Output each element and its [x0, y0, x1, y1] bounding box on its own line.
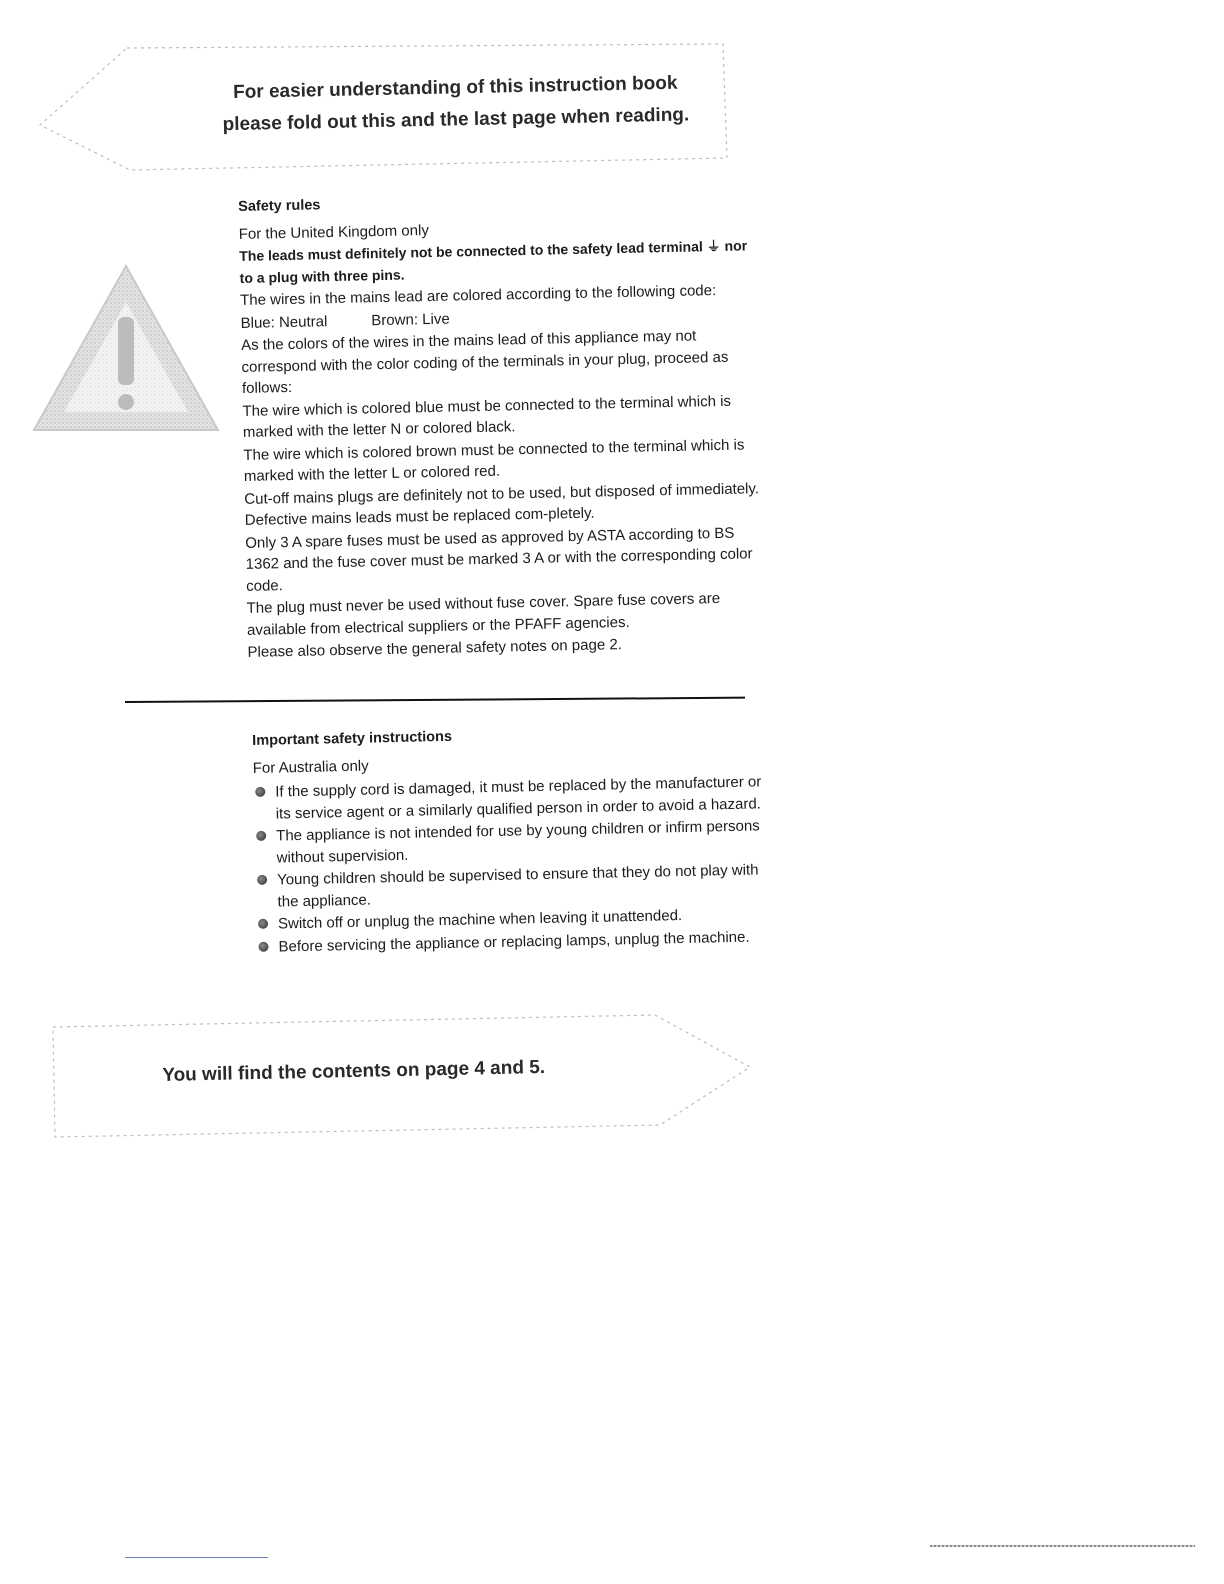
uk-section-heading: Safety rules — [238, 197, 321, 215]
code-brown: Brown: Live — [371, 310, 450, 329]
uk-paragraph-general-notes: Please also observe the general safety notes on page 2. — [247, 636, 623, 661]
top-banner-text — [185, 67, 726, 142]
au-safety-section — [252, 720, 777, 959]
top-banner-line2: please fold out this and the last page when reading. — [222, 104, 690, 136]
au-section-subheading: For Australia only — [252, 757, 369, 777]
top-banner-line1: For easier understanding of this instruction book — [232, 72, 678, 103]
uk-paragraph-wire-colors: The wires in the mains lead are colored according to the following code: — [239, 282, 717, 309]
section-divider — [125, 697, 745, 703]
uk-safety-rules-section — [238, 186, 768, 664]
bullet-icon — [255, 787, 265, 797]
list-item: Switch off or unplug the machine when leaving it unattended. — [256, 903, 776, 935]
list-item: The appliance is not intended for use by young children or infirm persons without supervision. — [254, 815, 775, 869]
uk-section-subheading: For the United Kingdom only — [238, 221, 430, 243]
list-item: If the supply cord is damaged, it must be replaced by the manufacturer or its service agent or a similarly qualified person in order to avoid a hazard. — [253, 771, 774, 825]
au-section-heading: Important safety instructions — [252, 728, 453, 749]
uk-bold-warning: The leads must definitely not be connected to the safety lead terminal ⏚ nor to a plug with three pins. — [239, 237, 748, 286]
warning-triangle-icon — [30, 262, 222, 437]
bullet-icon — [257, 875, 267, 885]
au-bullet-list — [253, 771, 777, 958]
bullet-icon — [256, 831, 266, 841]
uk-paragraph-brown-wire: The wire which is colored brown must be connected to the terminal which is marked with the letter L or colored red. — [243, 435, 745, 485]
uk-paragraph-cut-off-plugs: Cut-off mains plugs are definitely not to be used, but disposed of immediately. Defective mains leads must be replaced com-pletely. — [244, 479, 760, 529]
list-item: Young children should be supervised to ensure that they do not play with the appliance. — [255, 859, 776, 913]
uk-paragraph-fuses: Only 3 A spare fuses must be used as approved by ASTA according to BS 1362 and the fuse cover must be marked 3 A or with the corresponding color code. — [245, 524, 753, 595]
bullet-icon — [258, 941, 268, 951]
bullet-icon — [258, 919, 268, 929]
uk-paragraph-fuse-cover: The plug must never be used without fuse cover. Spare fuse covers are available from electrical suppliers or the PFAFF agencies. — [246, 589, 721, 639]
footer-line-left — [125, 1557, 268, 1558]
code-blue: Blue: Neutral — [240, 312, 328, 332]
uk-paragraph-blue-wire: The wire which is colored blue must be connected to the terminal which is marked with the letter N or colored black. — [242, 392, 732, 441]
footer-line-right — [930, 1545, 1195, 1547]
uk-paragraph-proceed: As the colors of the wires in the mains lead of this appliance may not correspond with the color coding of the terminals in your plug, proceed as follows: — [240, 327, 729, 397]
bottom-banner-text: You will find the contents on page 4 and 5. — [162, 1056, 546, 1086]
list-item: Before servicing the appliance or replacing lamps, unplug the machine. — [256, 926, 776, 958]
